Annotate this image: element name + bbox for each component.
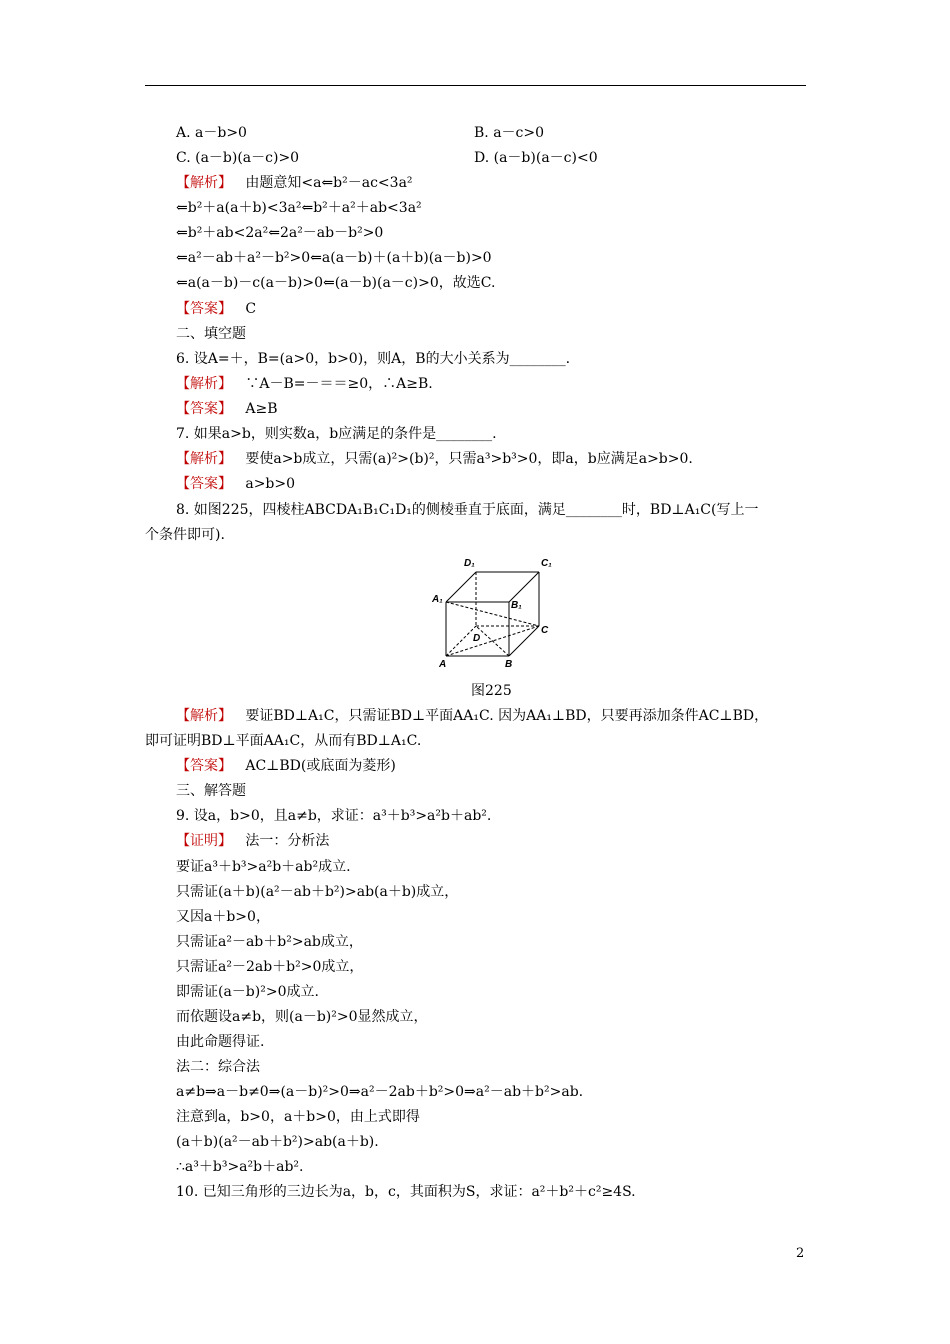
hidden-diagonal-b-d	[476, 626, 509, 656]
q9-method2: 法二：综合法	[176, 1059, 260, 1075]
q7-stem: 7. 如果a>b，则实数a，b应满足的条件是________.	[176, 426, 497, 442]
q9-stem: 9. 设a，b>0，且a≠b，求证：a³＋b³>a²b＋ab².	[176, 808, 492, 824]
option-d: D. (a－b)(a－c)<0	[474, 150, 598, 166]
section-heading-solve: 三、解答题	[176, 783, 246, 799]
edge-c1-b1	[509, 572, 539, 602]
label-a1: A₁	[432, 594, 443, 605]
q5-answer: 【答案】 C	[176, 301, 257, 317]
q6-analysis: 【解析】 ∵A－B=－＝＝≥0，∴A≥B.	[176, 376, 433, 392]
option-b: B. a－c>0	[474, 125, 545, 141]
q5-analysis-line3: ⇐b²＋ab<2a²⇐2a²－ab－b²>0	[176, 225, 384, 241]
hidden-diagonal-a1-c	[446, 602, 539, 626]
q9-proof-header: 【证明】 法一：分析法	[176, 833, 330, 849]
option-a: A. a－b>0	[176, 125, 247, 141]
q6-stem: 6. 设A=＋，B=(a>0，b>0)，则A，B的大小关系为________.	[176, 351, 571, 367]
answer-tag: 【答案】	[176, 401, 232, 417]
q9-line5: 只需证a²－2ab＋b²>0成立，	[176, 959, 364, 975]
q8-stem-line2: 个条件即可).	[145, 527, 225, 543]
header-rule	[145, 85, 806, 86]
q9-line11: (a＋b)(a²－ab＋b²)>ab(a＋b).	[176, 1134, 379, 1150]
q5-analysis-line1: 【解析】 由题意知<a⇐b²－ac<3a²	[176, 175, 413, 191]
q9-line2: 只需证(a＋b)(a²－ab＋b²)>ab(a＋b)成立，	[176, 884, 459, 900]
q8-stem-line1: 8. 如图225，四棱柱ABCDA₁B₁C₁D₁的侧棱垂直于底面，满足________时，BD⊥A₁C(写上一	[176, 502, 759, 518]
edge-d1-a1	[446, 572, 476, 602]
label-a: A	[439, 659, 447, 670]
label-b: B	[505, 659, 513, 670]
q7-analysis: 【解析】 要使a>b成立，只需(a)²>(b)²，只需a³>b³>0，即a，b应满足a>b>0.	[176, 451, 693, 467]
option-c: C. (a－b)(a－c)>0	[176, 150, 300, 166]
q8-analysis-line2: 即可证明BD⊥平面AA₁C，从而有BD⊥A₁C.	[145, 733, 422, 749]
q8-answer: 【答案】 AC⊥BD(或底面为菱形)	[176, 758, 396, 774]
q9-line6: 即需证(a－b)²>0成立.	[176, 984, 319, 1000]
answer-tag: 【答案】	[176, 301, 232, 317]
q7-answer: 【答案】 a>b>0	[176, 476, 296, 492]
proof-tag: 【证明】	[176, 833, 232, 849]
analysis-tag: 【解析】	[176, 708, 232, 724]
label-c1: C₁	[541, 558, 552, 569]
analysis-tag: 【解析】	[176, 175, 232, 191]
q9-line7: 而依题设a≠b，则(a－b)²>0显然成立，	[176, 1009, 428, 1025]
q9-line12: ∴a³＋b³>a²b＋ab².	[176, 1159, 304, 1175]
answer-tag: 【答案】	[176, 758, 232, 774]
q6-answer: 【答案】 A≥B	[176, 401, 278, 417]
label-d1: D₁	[464, 558, 475, 569]
q5-analysis-line2: ⇐b²＋a(a＋b)<3a²⇐b²＋a²＋ab<3a²	[176, 200, 422, 216]
analysis-tag: 【解析】	[176, 451, 232, 467]
analysis-tag: 【解析】	[176, 376, 232, 392]
label-c: C	[541, 625, 549, 636]
q5-analysis-line4: ⇐a²－ab＋a²－b²>0⇐a(a－b)＋(a＋b)(a－b)>0	[176, 250, 492, 266]
q5-analysis-line5: ⇐a(a－b)－c(a－b)>0⇐(a－b)(a－c)>0，故选C.	[176, 275, 496, 291]
q8-analysis-line1: 【解析】 要证BD⊥A₁C，只需证BD⊥平面AA₁C. 因为AA₁⊥BD，只要再添加条件AC⊥BD，	[176, 708, 769, 724]
section-heading-fill-blank: 二、填空题	[176, 326, 246, 342]
q9-line9: a≠b⇒a－b≠0⇒(a－b)²>0⇒a²－2ab＋b²>0⇒a²－ab＋b²>ab.	[176, 1084, 584, 1100]
label-b1: B₁	[511, 600, 522, 611]
q10-stem: 10. 已知三角形的三边长为a，b，c，其面积为S，求证：a²＋b²＋c²≥4S.	[176, 1184, 636, 1200]
q9-line3: 又因a＋b>0，	[176, 909, 270, 925]
q9-line4: 只需证a²－ab＋b²>ab成立，	[176, 934, 363, 950]
q9-line1: 要证a³＋b³>a²b＋ab²成立.	[176, 859, 351, 875]
page-number: 2	[796, 1246, 805, 1261]
label-d: D	[473, 633, 481, 644]
prism-figure	[430, 553, 560, 671]
figure-caption: 图225	[471, 683, 512, 699]
answer-tag: 【答案】	[176, 476, 232, 492]
q9-line8: 由此命题得证.	[176, 1034, 265, 1050]
q9-line10: 注意到a，b>0，a＋b>0，由上式即得	[176, 1109, 420, 1125]
